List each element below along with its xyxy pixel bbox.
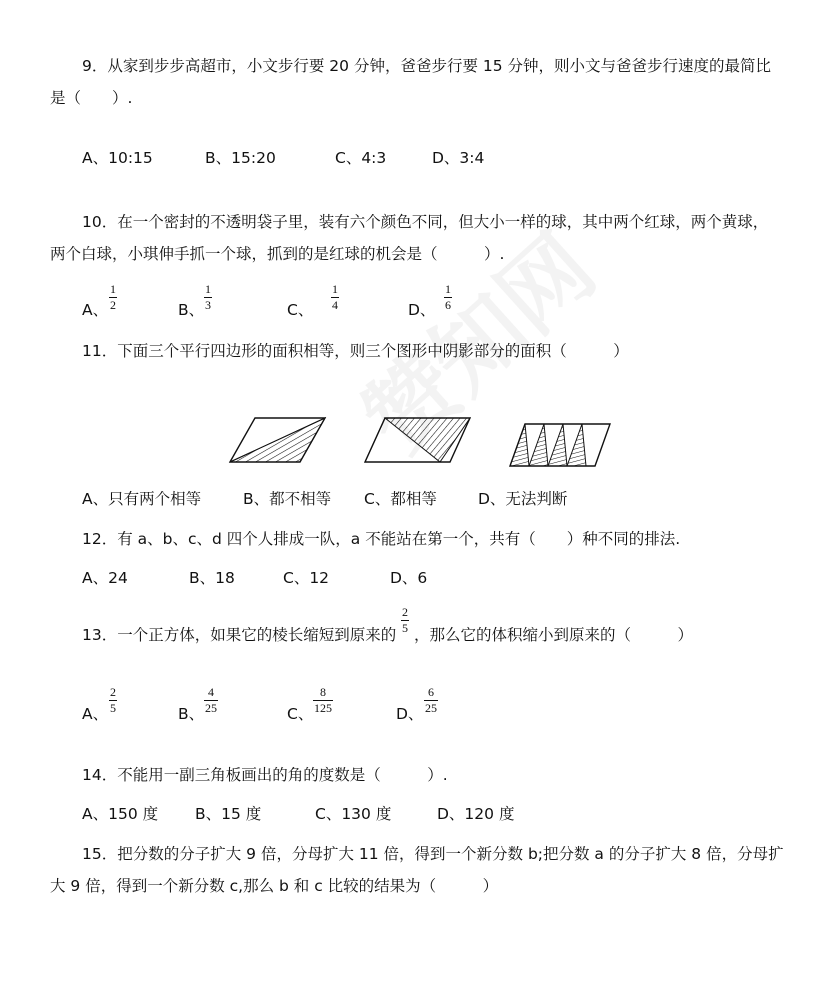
q10-option-c-label: C、 xyxy=(287,301,314,319)
fraction-denominator: 25 xyxy=(425,701,437,715)
q13-option-c-fraction xyxy=(313,686,333,715)
fraction-denominator: 4 xyxy=(332,298,338,312)
q14-option-a: A、150 度 xyxy=(82,805,159,823)
q10-option-a-label: A、 xyxy=(82,301,109,319)
q10-option-c-fraction xyxy=(331,283,339,312)
q10-option-d-fraction xyxy=(444,283,452,312)
fraction-numerator: 1 xyxy=(445,282,451,296)
fraction-denominator: 6 xyxy=(445,298,451,312)
q12-option-d: D、6 xyxy=(390,569,428,587)
q13-option-d-label: D、 xyxy=(396,705,424,723)
q10-option-a-fraction xyxy=(109,283,117,312)
q14-option-b: B、15 度 xyxy=(195,805,262,823)
fraction-denominator: 125 xyxy=(314,701,332,715)
q15-line2: 大 9 倍，得到一个新分数 c,那么 b 和 c 比较的结果为（ ） xyxy=(50,877,499,895)
q12-option-c: C、12 xyxy=(283,569,330,587)
fraction-denominator: 5 xyxy=(402,621,408,635)
q9-line1: 9．从家到步步高超市，小文步行要 20 分钟，爸爸步行要 15 分钟，则小文与爸爸步行速度的最简比 xyxy=(82,57,772,75)
parallelogram-3 xyxy=(510,424,610,466)
fraction-numerator: 1 xyxy=(110,282,116,296)
fraction-denominator: 2 xyxy=(110,298,116,312)
q9-option-d: D、3:4 xyxy=(432,149,485,167)
fraction-numerator: 6 xyxy=(428,685,434,699)
q13-option-c-label: C、 xyxy=(287,705,314,723)
q9-option-a: A、10:15 xyxy=(82,149,153,167)
fraction-denominator: 3 xyxy=(205,298,211,312)
parallelogram-1 xyxy=(230,418,325,462)
q13-option-b-label: B、 xyxy=(178,705,205,723)
q12-option-a: A、24 xyxy=(82,569,128,587)
q10-option-b-label: B、 xyxy=(178,301,205,319)
q11-line1: 11．下面三个平行四边形的面积相等，则三个图形中阴影部分的面积（ ） xyxy=(82,342,629,360)
fraction-numerator: 8 xyxy=(320,685,326,699)
q13-line1-post: ，那么它的体积缩小到原来的（ ） xyxy=(414,626,694,644)
fraction-numerator: 1 xyxy=(332,282,338,296)
q13-inline-fraction xyxy=(401,606,409,635)
q14-option-d: D、120 度 xyxy=(437,805,515,823)
fraction-denominator: 25 xyxy=(205,701,217,715)
fraction-denominator: 5 xyxy=(110,701,116,715)
parallelogram-figures xyxy=(225,410,615,472)
q12-option-b: B、18 xyxy=(189,569,235,587)
q14-option-c: C、130 度 xyxy=(315,805,392,823)
q11-option-b: B、都不相等 xyxy=(243,490,332,508)
q11-option-c: C、都相等 xyxy=(364,490,437,508)
q15-line1: 15．把分数的分子扩大 9 倍，分母扩大 11 倍，得到一个新分数 b;把分数 a 的分子扩大 8 倍，分母扩 xyxy=(82,845,784,863)
parallelogram-2 xyxy=(365,418,470,462)
fraction-numerator: 4 xyxy=(208,685,214,699)
q11-option-a: A、只有两个相等 xyxy=(82,490,202,508)
fraction-numerator: 2 xyxy=(402,605,408,619)
q10-line2: 两个白球，小琪伸手抓一个球，抓到的是红球的机会是（ ）. xyxy=(50,245,505,263)
q10-option-d-label: D、 xyxy=(408,301,436,319)
q14-line1: 14．不能用一副三角板画出的角的度数是（ ）. xyxy=(82,766,448,784)
fraction-numerator: 2 xyxy=(110,685,116,699)
q13-option-b-fraction xyxy=(204,686,218,715)
q10-line1: 10．在一个密封的不透明袋子里，装有六个颜色不同，但大小一样的球，其中两个红球，两个黄球， xyxy=(82,213,769,231)
q9-line2: 是（ ）. xyxy=(50,89,133,107)
q13-option-a-label: A、 xyxy=(82,705,109,723)
fraction-numerator: 1 xyxy=(205,282,211,296)
q13-option-d-fraction xyxy=(424,686,438,715)
q9-option-b: B、15:20 xyxy=(205,149,276,167)
q13-option-a-fraction xyxy=(109,686,117,715)
q13-line1-pre: 13．一个正方体，如果它的棱长缩短到原来的 xyxy=(82,626,397,644)
q11-option-d: D、无法判断 xyxy=(478,490,568,508)
q10-option-b-fraction xyxy=(204,283,212,312)
q9-option-c: C、4:3 xyxy=(335,149,387,167)
q12-line1: 12．有 a、b、c、d 四个人排成一队，a 不能站在第一个，共有（ ）种不同的排法. xyxy=(82,530,681,548)
